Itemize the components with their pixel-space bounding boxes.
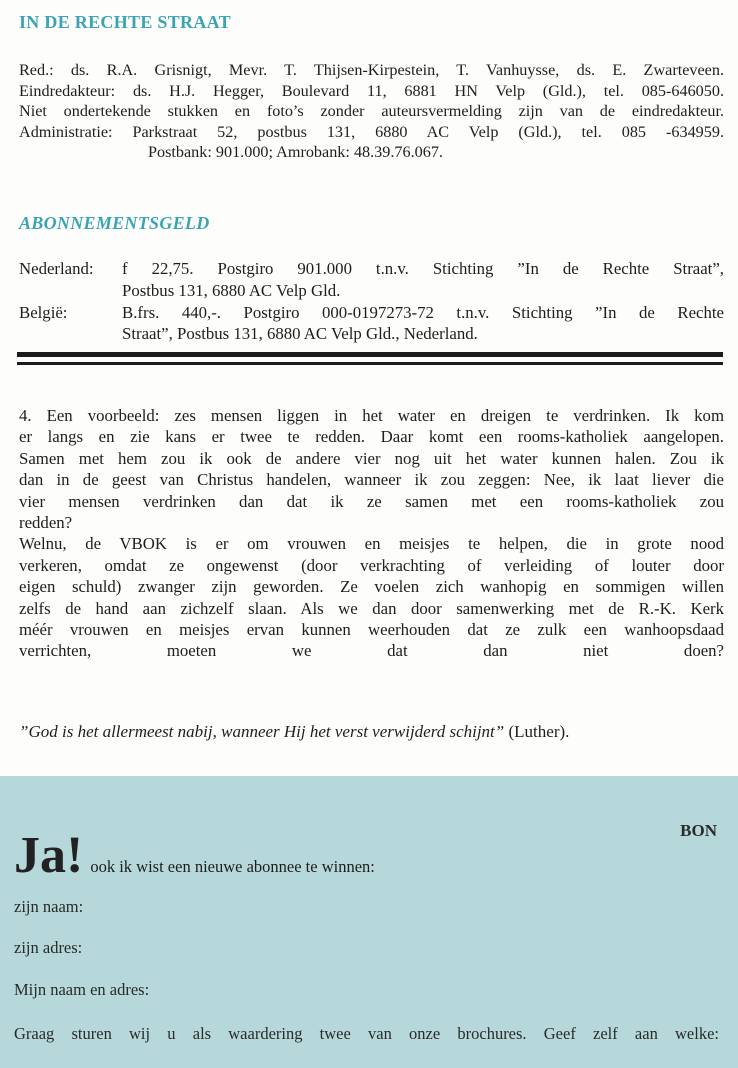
field-zijn-adres[interactable]: zijn adres: (14, 938, 83, 957)
article-line: vier mensen verdrinken dan dat ik ze samen met een rooms-katholiek zou (19, 491, 724, 511)
subscription-row-nederland (19, 258, 724, 302)
article-line: eigen schuld) zwanger zijn geworden. Ze voelen zich wanhopig en sommigen willen (19, 577, 724, 597)
subscription-country-label: Nederland: (19, 259, 94, 278)
quote-text: ”God is het allermeest nabij, wanneer Hij het verst verwijderd schijnt” (19, 722, 505, 741)
masthead-line: Administratie: Parkstraat 52, postbus 131, 6880 AC Velp (Gld.), tel. 085 -634959. (19, 122, 724, 141)
ja-title: Ja! (14, 827, 84, 884)
coupon-closing-text: Graag sturen wij u als waardering twee van onze brochures. Geef zelf aan welke: (14, 1024, 719, 1043)
field-zijn-naam[interactable]: zijn naam: (14, 897, 84, 916)
article-line: dan in de geest van Christus handelen, wanneer ik zou zeggen: Nee, ik laat liever die (19, 470, 724, 490)
masthead-line: Eindredakteur: ds. H.J. Hegger, Boulevard 11, 6881 HN Velp (Gld.), tel. 085-646050. (19, 81, 724, 100)
subscription-line: Straat”, Postbus 131, 6880 AC Velp Gld., Nederland. (122, 324, 478, 344)
article-line: Samen met hem zou ik ook de andere vier nog uit het water kunnen halen. Zou ik (19, 448, 724, 468)
subscription-details (122, 302, 724, 346)
coupon-label: BON (680, 821, 717, 840)
subscription-block (19, 258, 724, 345)
subscription-line: Postbus 131, 6880 AC Velp Gld. (122, 280, 341, 300)
thin-rule (17, 362, 723, 365)
double-rule-divider (17, 352, 723, 365)
subscription-line: f 22,75. Postgiro 901.000 t.n.v. Stichting ”In de Rechte Straat”, (122, 259, 724, 278)
subscription-country-label: België: (19, 302, 68, 322)
field-mijn-naam-adres[interactable]: Mijn naam en adres: (14, 980, 150, 999)
subscription-line: B.frs. 440,-. Postgiro 000-0197273-72 t.n.v. Stichting ”In de Rechte (122, 302, 724, 322)
article-body (19, 405, 724, 662)
article-line: Welnu, de VBOK is er om vrouwen en meisjes te helpen, die in grote nood (19, 534, 724, 554)
masthead-line: Postbank: 901.000; Amrobank: 48.39.76.067. (148, 143, 443, 161)
article-line: 4. Een voorbeeld: zes mensen liggen in het water en dreigen te verdrinken. Ik kom (19, 406, 724, 425)
article-line: zelfs de hand aan zichzelf slaan. Als we dan door samenwerking met de R.-K. Kerk (19, 598, 724, 618)
subscription-row-belgie (19, 302, 724, 346)
article-line: méér vrouwen en meisjes ervan kunnen weerhouden dat ze zulk een wanhoopsdaad (19, 620, 724, 640)
masthead-block (19, 60, 724, 163)
luther-quote (19, 722, 724, 742)
masthead-line: Red.: ds. R.A. Grisnigt, Mevr. T. Thijsen-Kirpestein, T. Vanhuysse, ds. E. Zwarteveen. (19, 61, 724, 79)
article-line: er langs en zie kans er twee te redden. Daar komt een rooms-katholiek aangelopen. (19, 427, 724, 447)
quote-attribution: (Luther). (508, 722, 570, 741)
subscription-details (122, 258, 724, 302)
subscription-coupon (0, 776, 738, 1068)
coupon-intro-text: ook ik wist een nieuwe abonnee te winnen: (90, 857, 375, 876)
article-line: verrichten, moeten we dat dan niet doen? (19, 641, 724, 661)
coupon-headline (14, 827, 375, 884)
masthead-line: Niet ondertekende stukken en foto’s zonder auteursvermelding zijn van de eindredakteur. (19, 102, 724, 120)
article-line: redden? (19, 513, 73, 533)
masthead-heading: IN DE RECHTE STRAAT (19, 12, 231, 32)
subscription-heading: ABONNEMENTSGELD (19, 213, 210, 233)
article-line: verkeren, omdat ze ongewenst (door verkrachting of verleiding of louter door (19, 555, 724, 575)
